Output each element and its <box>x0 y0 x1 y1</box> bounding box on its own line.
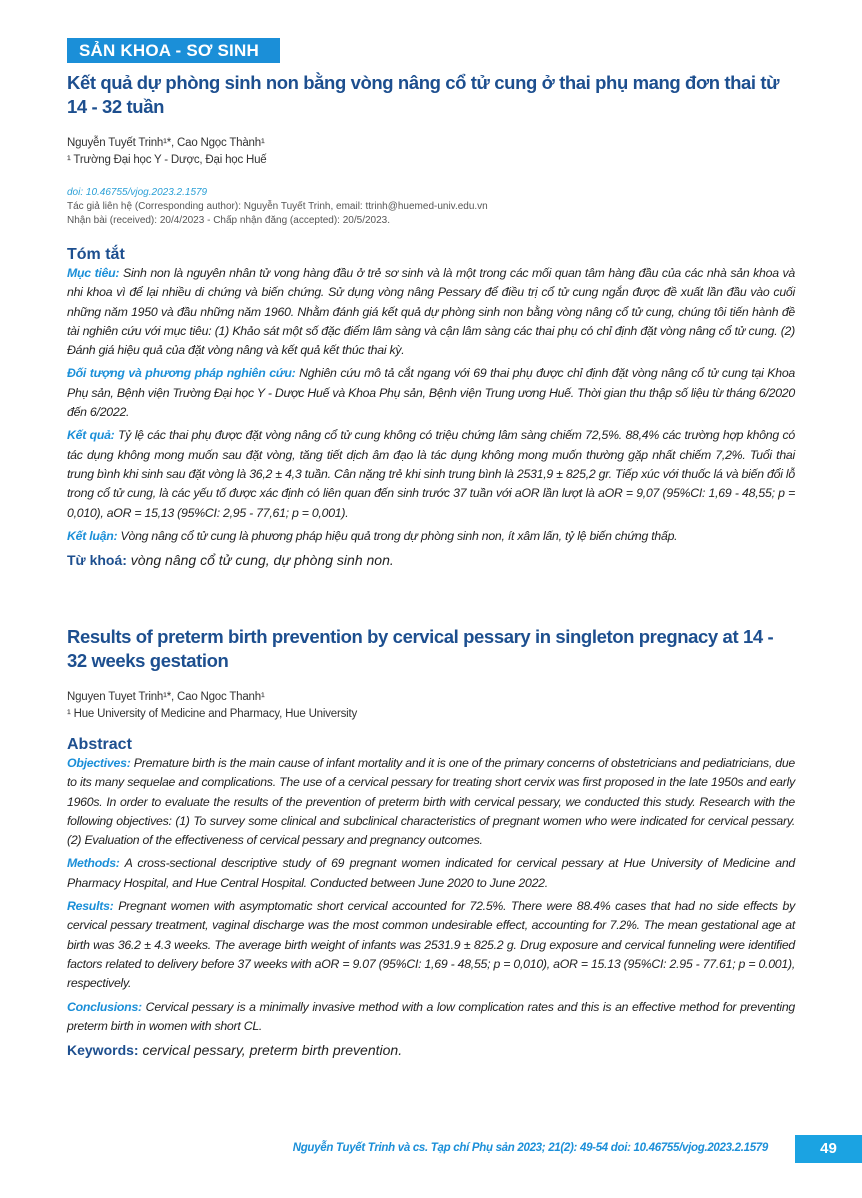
en-affiliation: ¹ Hue University of Medicine and Pharmacy, Hue University <box>67 708 358 720</box>
vi-section-objectives <box>67 264 795 360</box>
keywords-text: vòng nâng cổ tử cung, dự phòng sinh non. <box>126 552 394 569</box>
vi-section-conclusions <box>67 527 795 546</box>
section-label: Mục tiêu: <box>67 266 120 280</box>
vi-keywords <box>67 550 795 570</box>
en-section-objectives <box>67 754 795 850</box>
section-label: Conclusions: <box>67 999 142 1014</box>
section-text: Tỷ lệ các thai phụ được đặt vòng nâng cổ tử cung không có triệu chứng lâm sàng chiếm 72,5%. 88,4% các trường hợp không có tác dụng không mong muốn sau đặt vòng, tăng tiết dịch âm đạo là tác dụng không mong muốn thường gặp nhất chiếm 7,2%. Tuổi thai trung bình khi sinh sau đặt vòng là 36,2 ± 4,3 tuần. Cân nặng trẻ khi sinh trung bình là 2531,9 ± 825,2 gr. Tiếp xúc với thuốc lá và biến đổi lỗ trong cổ tử cung, là các yếu tố được xác định có liên quan đến sinh trước 37 tuần với aOR lần lượt là aOR = 9,07 (95%CI: 1,69 - 48,55; p = 0,010), aOR = 15,13 (95%CI: 2,95 - 77,61; p = 0,001). <box>67 428 795 520</box>
vi-section-methods <box>67 364 795 422</box>
en-section-conclusions <box>67 998 795 1037</box>
doi-link[interactable]: doi: 10.46755/vjog.2023.2.1579 <box>67 187 208 198</box>
section-label: Kết quả: <box>67 428 115 443</box>
en-section-methods <box>67 854 795 893</box>
vi-section-results <box>67 426 795 522</box>
keywords-text: cervical pessary, preterm birth prevention. <box>138 1042 403 1059</box>
footer-citation: Nguyễn Tuyết Trinh và cs. Tạp chí Phụ sản 2023; 21(2): 49-54 doi: 10.46755/vjog.2023.2.1579 <box>292 1142 768 1154</box>
en-authors: Nguyen Tuyet Trinh¹*, Cao Ngoc Thanh¹ <box>67 691 265 703</box>
section-text: Cervical pessary is a minimally invasive method with a low complication rates and this is an effective method for preventing preterm birth in women with short CL. <box>67 999 795 1033</box>
section-text: A cross-sectional descriptive study of 69 pregnant women indicated for cervical pessary at Hue University of Medicine and Pharmacy Hospital, and Hue Central Hospital. Conducted between June 2020 to June 2022. <box>67 856 795 890</box>
keywords-label: Keywords: <box>67 1042 139 1059</box>
section-text: Vòng nâng cổ tử cung là phương pháp hiệu quả trong dự phòng sinh non, ít xâm lấn, tỷ lệ biến chứng thấp. <box>117 528 678 543</box>
section-label: Results: <box>67 899 114 914</box>
keywords-label: Từ khoá: <box>67 552 127 569</box>
corresponding-author: Tác giả liên hệ (Corresponding author): Nguyễn Tuyết Trinh, email: ttrinh@huemed-univ.edu.vn <box>67 201 488 212</box>
en-abstract <box>67 736 795 1060</box>
en-title: Results of preterm birth prevention by cervical pessary in singleton pregnacy at 14 - 32 weeks gestation <box>67 626 774 671</box>
section-text: Nghiên cứu mô tả cắt ngang với 69 thai phụ được chỉ định đặt vòng nâng cổ tử cung tại Khoa Phụ sản, Bệnh viện Trường Đại học Y - Dược Huế và Khoa Phụ sản, Bệnh viện Trung ương Huế. Thời gian thu thập số liệu từ tháng 6/2020 đến 6/2022. <box>67 366 795 420</box>
en-keywords <box>67 1040 795 1060</box>
en-author-block <box>67 689 795 723</box>
en-section-results <box>67 897 795 993</box>
section-text: Premature birth is the main cause of infant mortality and it is one of the primary concerns of obstetricians and pediatricians, due to its many sequelae and complications. The use of a cervical pessary for treating short cervix was first proposed in the late 1950s and early 1960s. In order to evaluate the results of the prevention of preterm birth with cervical pessary, we conducted this study. Research with the following objectives: (1) To survey some clinical and subclinical characteristics of pregnant women who were indicated for cervical pessary. (2) Evaluation of the effectiveness of cervical pessary and pregnancy outcomes. <box>67 756 795 848</box>
vi-affiliation: ¹ Trường Đại học Y - Dược, Đại học Huế <box>67 154 267 166</box>
vi-title: Kết quả dự phòng sinh non bằng vòng nâng cổ tử cung ở thai phụ mang đơn thai từ 14 - 32 tuần <box>67 72 780 117</box>
section-label: Đối tượng và phương pháp nghiên cứu: <box>67 366 296 381</box>
section-text: Pregnant women with asymptomatic short cervical accounted for 72.5%. There were 88.4% cases that had no side effects by cervical pessary treatment, vaginal discharge was the most common undesirable effect, accounting for 7.2%. The mean gestational age at birth was 36.2 ± 4.3 weeks. The average birth weight of infants was 2531.9 ± 825.2 g. Drug exposure and cervical funneling were identified factors related to delivery before 37 weeks with aOR = 9.07 (95%CI: 1,69 - 48,55; p = 0,010), aOR = 15.13 (95%CI: 2.95 - 77.61; p = 0.001), respectively. <box>67 899 795 991</box>
section-label: Methods: <box>67 856 120 871</box>
dates: Nhận bài (received): 20/4/2023 - Chấp nhận đăng (accepted): 20/5/2023. <box>67 215 390 226</box>
vi-authors: Nguyễn Tuyết Trinh¹*, Cao Ngọc Thành¹ <box>67 137 265 149</box>
section-text: Sinh non là nguyên nhân tử vong hàng đầu ở trẻ sơ sinh và là một trong các mối quan tâm hàng đầu của các nhà sản khoa và nhi khoa vì để lại nhiều di chứng và biến chứng. Sử dụng vòng nâng Pessary để điều trị cổ tử cung ngắn được đề xuất lần đầu vào cuối những năm 1950 và đầu những năm 1960. Nhằm đánh giá kết quả dự phòng sinh non bằng vòng nâng cổ tử cung, chúng tôi tiến hành đề tài nghiên cứu với mục tiêu: (1) Khảo sát một số đặc điểm lâm sàng và cận lâm sàng các thai phụ có chỉ định đặt vòng nâng cổ tử cung. (2) Đánh giá hiệu quả của đặt vòng nâng và kết quả kết thúc thai kỳ. <box>67 266 796 358</box>
vi-author-block <box>67 135 795 169</box>
vi-abstract <box>67 246 795 570</box>
en-abstract-heading: Abstract <box>67 736 132 753</box>
section-label: Objectives: <box>67 756 131 770</box>
vi-abstract-heading: Tóm tắt <box>67 246 125 263</box>
article-meta <box>67 186 795 228</box>
category-badge: SẢN KHOA - SƠ SINH <box>67 38 280 63</box>
page-number: 49 <box>795 1135 862 1163</box>
section-label: Kết luận: <box>67 528 118 543</box>
